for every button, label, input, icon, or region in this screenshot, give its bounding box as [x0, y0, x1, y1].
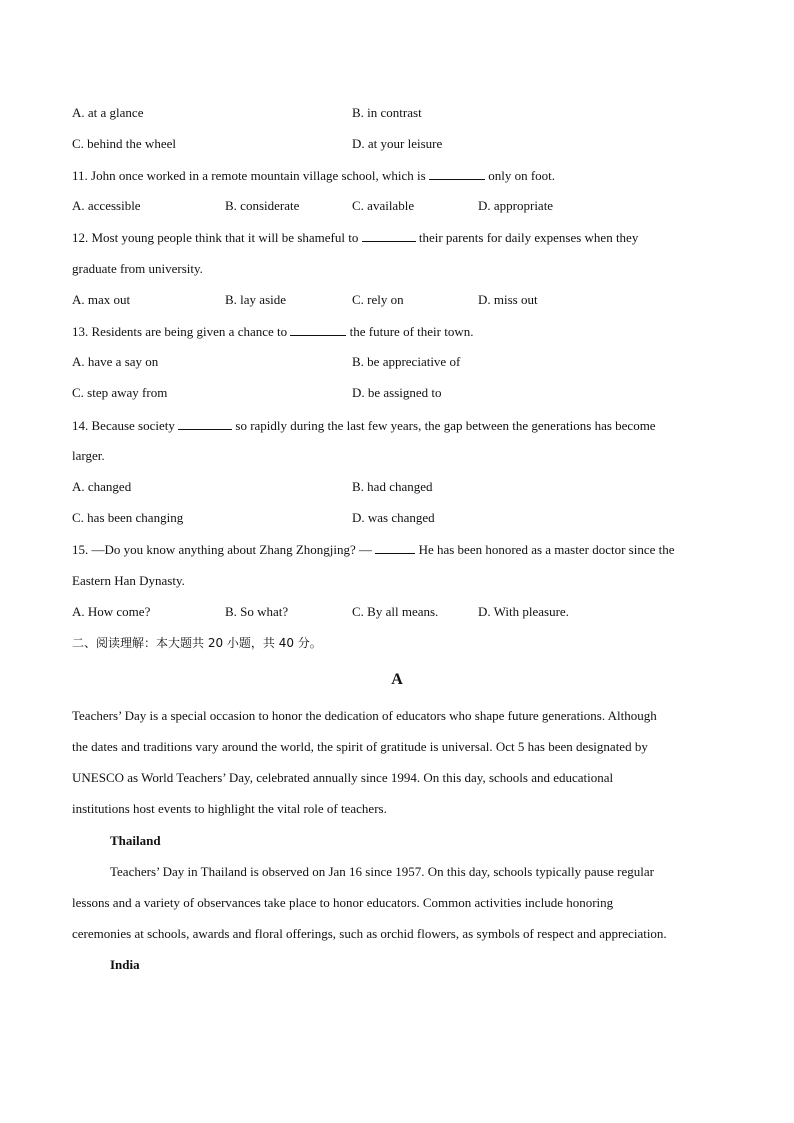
q10-option-c: C. behind the wheel	[72, 136, 176, 151]
q11-blank	[429, 167, 485, 180]
q15-stem-before: 15. —Do you know anything about Zhang Zhongjing? —	[72, 542, 373, 557]
q12-stem	[72, 229, 638, 246]
thailand-line: ceremonies at schools, awards and floral offerings, such as orchid flowers, as symbols of respect and appreciation.	[72, 926, 667, 941]
thailand-line: lessons and a variety of observances take place to honor educators. Common activities include honoring	[72, 895, 614, 910]
q13-option-a: A. have a say on	[72, 354, 159, 369]
q13-option-b: B. be appreciative of	[352, 354, 461, 369]
q10-option-a: A. at a glance	[72, 105, 144, 120]
q14-stem-after: so rapidly during the last few years, the gap between the generations has become	[235, 418, 656, 433]
q15-option-b: B. So what?	[225, 604, 289, 619]
q12-option-d: D. miss out	[478, 292, 538, 307]
passage-intro-line: UNESCO as World Teachers’ Day, celebrated annually since 1994. On this day, schools and educational	[72, 770, 614, 785]
q14-blank	[178, 417, 232, 430]
q14-option-c: C. has been changing	[72, 510, 184, 525]
india-heading: India	[110, 957, 140, 972]
q11-stem-after: only on foot.	[488, 168, 556, 183]
q15-stem	[72, 541, 675, 558]
q12-stem-after: their parents for daily expenses when they	[418, 230, 639, 245]
q11-option-d: D. appropriate	[478, 198, 554, 213]
passage-letter: A	[391, 671, 403, 688]
q15-stem-line2: Eastern Han Dynasty.	[72, 573, 185, 588]
thailand-line: Teachers’ Day in Thailand is observed on Jan 16 since 1957. On this day, schools typically pause regular	[110, 864, 654, 879]
q12-option-b: B. lay aside	[225, 292, 287, 307]
q14-stem-line2: larger.	[72, 448, 105, 463]
q15-blank	[375, 541, 415, 554]
q15-option-c: C. By all means.	[352, 604, 439, 619]
q10-option-d: D. at your leisure	[352, 136, 443, 151]
q10-option-b: B. in contrast	[352, 105, 422, 120]
thailand-heading: Thailand	[110, 833, 161, 848]
q15-stem-after: He has been honored as a master doctor since the	[418, 542, 675, 557]
passage-intro-line: the dates and traditions vary around the world, the spirit of gratitude is universal. Oct 5 has been designated by	[72, 739, 648, 754]
q11-option-c: C. available	[352, 198, 415, 213]
section-2-heading: 二、阅读理解：本大题共 20 小题，共 40 分。	[72, 636, 322, 650]
q13-stem	[72, 323, 473, 340]
passage-intro-line: Teachers’ Day is a special occasion to honor the dedication of educators who shape future generations. Although	[72, 708, 657, 723]
passage-intro-line: institutions host events to highlight the vital role of teachers.	[72, 801, 387, 816]
q11-stem-before: 11. John once worked in a remote mountain village school, which is	[72, 168, 426, 183]
q15-option-d: D. With pleasure.	[478, 604, 569, 619]
q12-option-a: A. max out	[72, 292, 131, 307]
q12-stem-line2: graduate from university.	[72, 261, 203, 276]
q13-option-c: C. step away from	[72, 385, 168, 400]
q13-blank	[290, 323, 346, 336]
q14-stem-before: 14. Because society	[72, 418, 175, 433]
q11-option-a: A. accessible	[72, 198, 141, 213]
q11-stem	[72, 167, 555, 184]
q12-option-c: C. rely on	[352, 292, 404, 307]
q14-option-b: B. had changed	[352, 479, 433, 494]
q15-option-a: A. How come?	[72, 604, 151, 619]
q13-stem-after: the future of their town.	[349, 324, 474, 339]
q12-blank	[362, 229, 416, 242]
q13-option-d: D. be assigned to	[352, 385, 442, 400]
q14-option-a: A. changed	[72, 479, 132, 494]
q12-stem-before: 12. Most young people think that it will be shameful to	[72, 230, 359, 245]
q14-option-d: D. was changed	[352, 510, 435, 525]
q14-stem	[72, 417, 656, 434]
q11-option-b: B. considerate	[225, 198, 300, 213]
q13-stem-before: 13. Residents are being given a chance to	[72, 324, 288, 339]
